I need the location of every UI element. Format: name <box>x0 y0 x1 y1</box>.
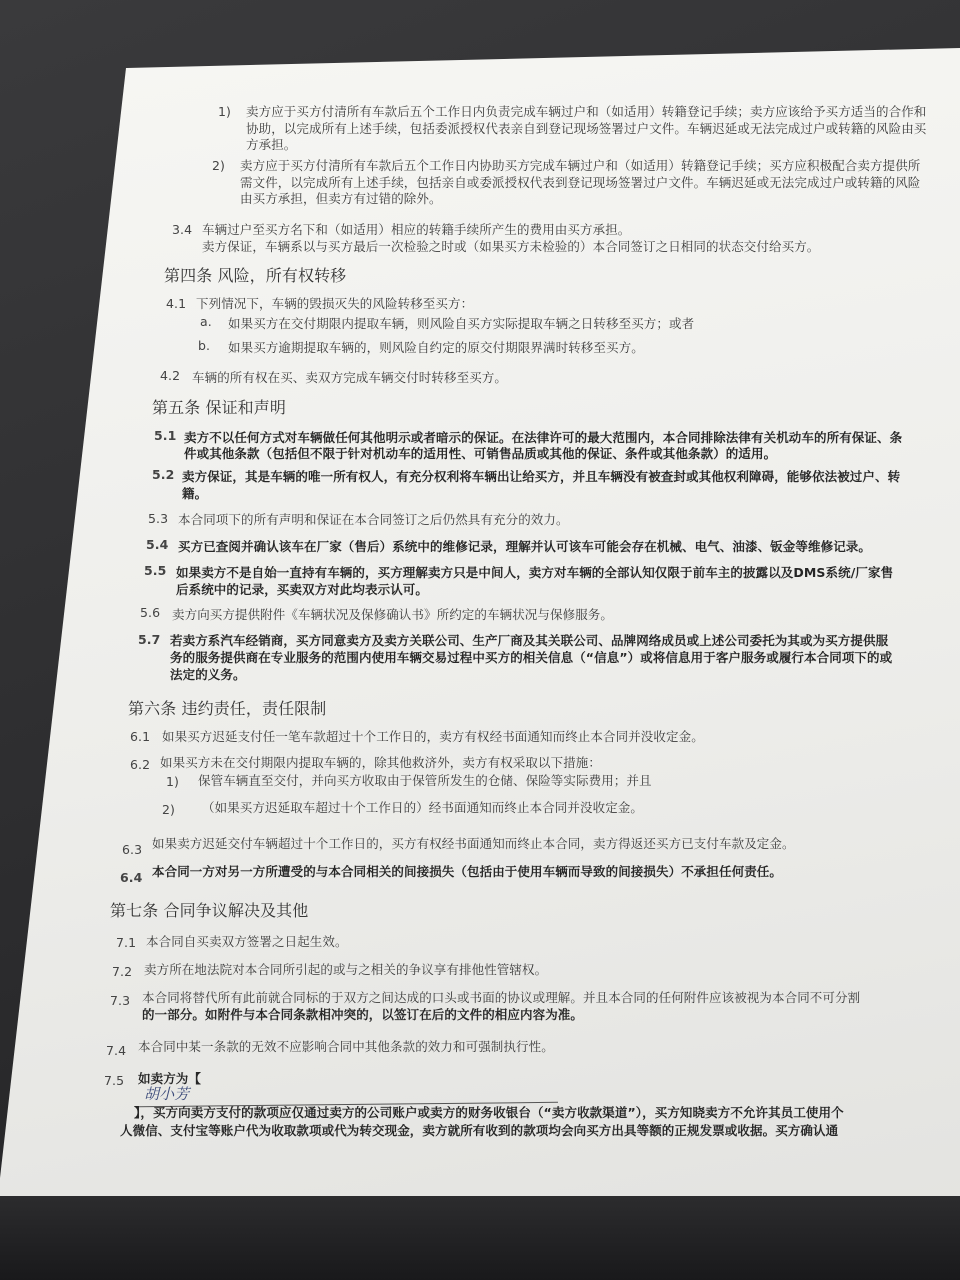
clause-number: 7.5 <box>104 1073 125 1088</box>
item-number: 2) <box>162 802 176 817</box>
clause-number: 5.2 <box>152 467 175 482</box>
clause-number: 5.1 <box>154 428 177 443</box>
clause-line: 买方已查阅并确认该车在厂家（售后）系统中的维修记录，理解并认可该车可能会存在机械、电气、油漆、钣金等维修记录。 <box>178 539 872 554</box>
clause-line: （如果买方迟延取车超过十个工作日的）经书面通知而终止本合同并没收定金。 <box>202 800 644 815</box>
clause-line: 需文件，以完成所有上述手续，包括亲自或委派授权代表到登记现场签署过户文件。车辆迟延或无法完成过户或转籍的风险 <box>240 175 921 190</box>
clause-line: 如果卖方迟延交付车辆超过十个工作日的，买方有权经书面通知而终止本合同，卖方得返还买方已支付车款及定金。 <box>152 836 795 851</box>
clause-line: 的一部分。如附件与本合同条款相冲突的，以签订在后的文件的相应内容为准。 <box>142 1007 584 1022</box>
article-heading: 第四条 风险，所有权转移 <box>164 266 347 285</box>
clause-line: 如果买方迟延支付任一笔车款超过十个工作日的，卖方有权经书面通知而终止本合同并没收定金。 <box>162 729 704 744</box>
item-number: b. <box>198 338 211 353</box>
clause-line: 如果买方逾期提取车辆的，则风险自约定的原交付期限界满时转移至买方。 <box>228 340 644 355</box>
clause-line: 如卖方为【 <box>138 1071 202 1086</box>
clause-line: 协助，以完成所有上述手续，包括委派授权代表亲自到登记现场签署过户文件。车辆迟延或无法完成过户或转籍的风险由买 <box>246 121 927 136</box>
clause-line: 本合同一方对另一方所遭受的与本合同相关的间接损失（包括由于使用车辆而导致的间接损失）不承担任何责任。 <box>152 864 783 879</box>
handwritten-seller-name: 胡小芳 <box>144 1085 190 1103</box>
clause-line: 务的服务提供商在专业服务的范围内使用车辆交易过程中买方的相关信息（“信息”）或将信息用于客户服务或履行本合同项下的或 <box>170 650 893 665</box>
clause-line: 卖方保证，其是车辆的唯一所有权人，有充分权利将车辆出让给买方，并且车辆没有被查封或其他权利障碍，能够依法被过户、转 <box>182 469 901 484</box>
clause-number: 4.2 <box>160 368 181 383</box>
clause-line: 卖方应于买方付清所有车款后五个工作日内负责完成车辆过户和（如适用）转籍登记手续；卖方应该给予买方适当的合作和 <box>246 104 927 119</box>
clause-line: 本合同项下的所有声明和保证在本合同签订之后仍然具有充分的效力。 <box>178 512 569 527</box>
clause-number: 7.4 <box>106 1043 127 1058</box>
clause-number: 6.3 <box>122 842 143 857</box>
clause-line: 卖方不以任何方式对车辆做任何其他明示或者暗示的保证。在法律许可的最大范围内，本合同排除法律有关机动车的所有保证、条 <box>184 430 903 445</box>
clause-line: 法定的义务。 <box>170 667 246 682</box>
clause-line: 如果卖方不是自始一直持有车辆的，买方理解卖方只是中间人，卖方对车辆的全部认知仅限于前车主的披露以及DMS系统/厂家售 <box>176 565 894 580</box>
clause-line: 本合同中某一条款的无效不应影响合同中其他条款的效力和可强制执行性。 <box>138 1039 554 1054</box>
clause-line: 本合同自买卖双方签署之日起生效。 <box>146 934 348 949</box>
article-heading: 第六条 违约责任，责任限制 <box>128 699 327 718</box>
clause-number: 5.7 <box>138 632 161 647</box>
clause-line: 后系统中的记录，买卖双方对此均表示认可。 <box>176 582 429 597</box>
item-number: 1) <box>166 774 180 789</box>
clause-number: 5.3 <box>148 511 169 526</box>
clause-line: 件或其他条款（包括但不限于针对机动车的适用性、可销售品质或其他的保证、条件或其他条款）的适用。 <box>184 446 777 461</box>
clause-number: 6.4 <box>120 870 143 885</box>
clause-number: 4.1 <box>166 296 187 311</box>
clause-number: 6.1 <box>130 729 151 744</box>
clause-line: 如果买方在交付期限内提取车辆，则风险自买方实际提取车辆之日转移至买方；或者 <box>228 316 695 331</box>
clause-line: 卖方保证，车辆系以与买方最后一次检验之时或（如果买方未检验的）本合同签订之日相同的状态交付给买方。 <box>202 239 820 254</box>
clause-line: 】，买方向卖方支付的款项应仅通过卖方的公司账户或卖方的财务收银台（“卖方收款渠道”），买方知晓卖方不允许其员工使用个 <box>134 1105 844 1120</box>
clause-line: 籍。 <box>182 486 208 501</box>
clause-line: 车辆过户至买方名下和（如适用）相应的转籍手续所产生的费用由买方承担。 <box>202 222 631 237</box>
clause-number: 6.2 <box>130 757 151 772</box>
item-number: 1) <box>218 104 232 119</box>
clause-line: 若卖方系汽车经销商，买方同意卖方及卖方关联公司、生产厂商及其关联公司、品牌网络成员或上述公司委托为其或为买方提供服 <box>170 633 889 648</box>
article-heading: 第五条 保证和声明 <box>152 398 286 417</box>
clause-line: 人微信、支付宝等账户代为收取款项或代为转交现金，卖方就所有收到的款项均会向买方出具等额的正规发票或收据。买方确认通 <box>120 1123 839 1138</box>
clause-line: 卖方应于买方付清所有车款后五个工作日内协助买方完成车辆过户和（如适用）转籍登记手续；买方应积极配合卖方提供所 <box>240 158 921 173</box>
clause-line: 由买方承担，但卖方有过错的除外。 <box>240 191 442 206</box>
clause-number: 7.1 <box>116 935 137 950</box>
clause-number: 5.4 <box>146 537 169 552</box>
clause-number: 7.3 <box>110 993 131 1008</box>
clause-number: 5.6 <box>140 605 161 620</box>
clause-number: 3.4 <box>172 222 193 237</box>
article-heading: 第七条 合同争议解决及其他 <box>110 901 309 920</box>
clause-line: 下列情况下，车辆的毁损灭失的风险转移至买方： <box>196 296 474 311</box>
item-number: 2) <box>212 158 226 173</box>
clause-line: 卖方向买方提供附件《车辆状况及保修确认书》所约定的车辆状况与保修服务。 <box>172 607 614 622</box>
clause-line: 保管车辆直至交付，并向买方收取由于保管所发生的仓储、保险等实际费用；并且 <box>198 773 652 788</box>
clause-number: 5.5 <box>144 563 167 578</box>
clause-line: 方承担。 <box>246 137 297 152</box>
item-number: a. <box>200 314 212 329</box>
clause-line: 如果买方未在交付期限内提取车辆的，除其他救济外，卖方有权采取以下措施： <box>160 755 602 770</box>
clause-number: 7.2 <box>112 964 133 979</box>
clause-line: 车辆的所有权在买、卖双方完成车辆交付时转移至买方。 <box>192 370 508 385</box>
clause-line: 卖方所在地法院对本合同所引起的或与之相关的争议享有排他性管辖权。 <box>144 962 548 977</box>
clause-line: 本合同将替代所有此前就合同标的于双方之间达成的口头或书面的协议或理解。并且本合同的任何附件应该被视为本合同不可分割 <box>142 990 861 1005</box>
